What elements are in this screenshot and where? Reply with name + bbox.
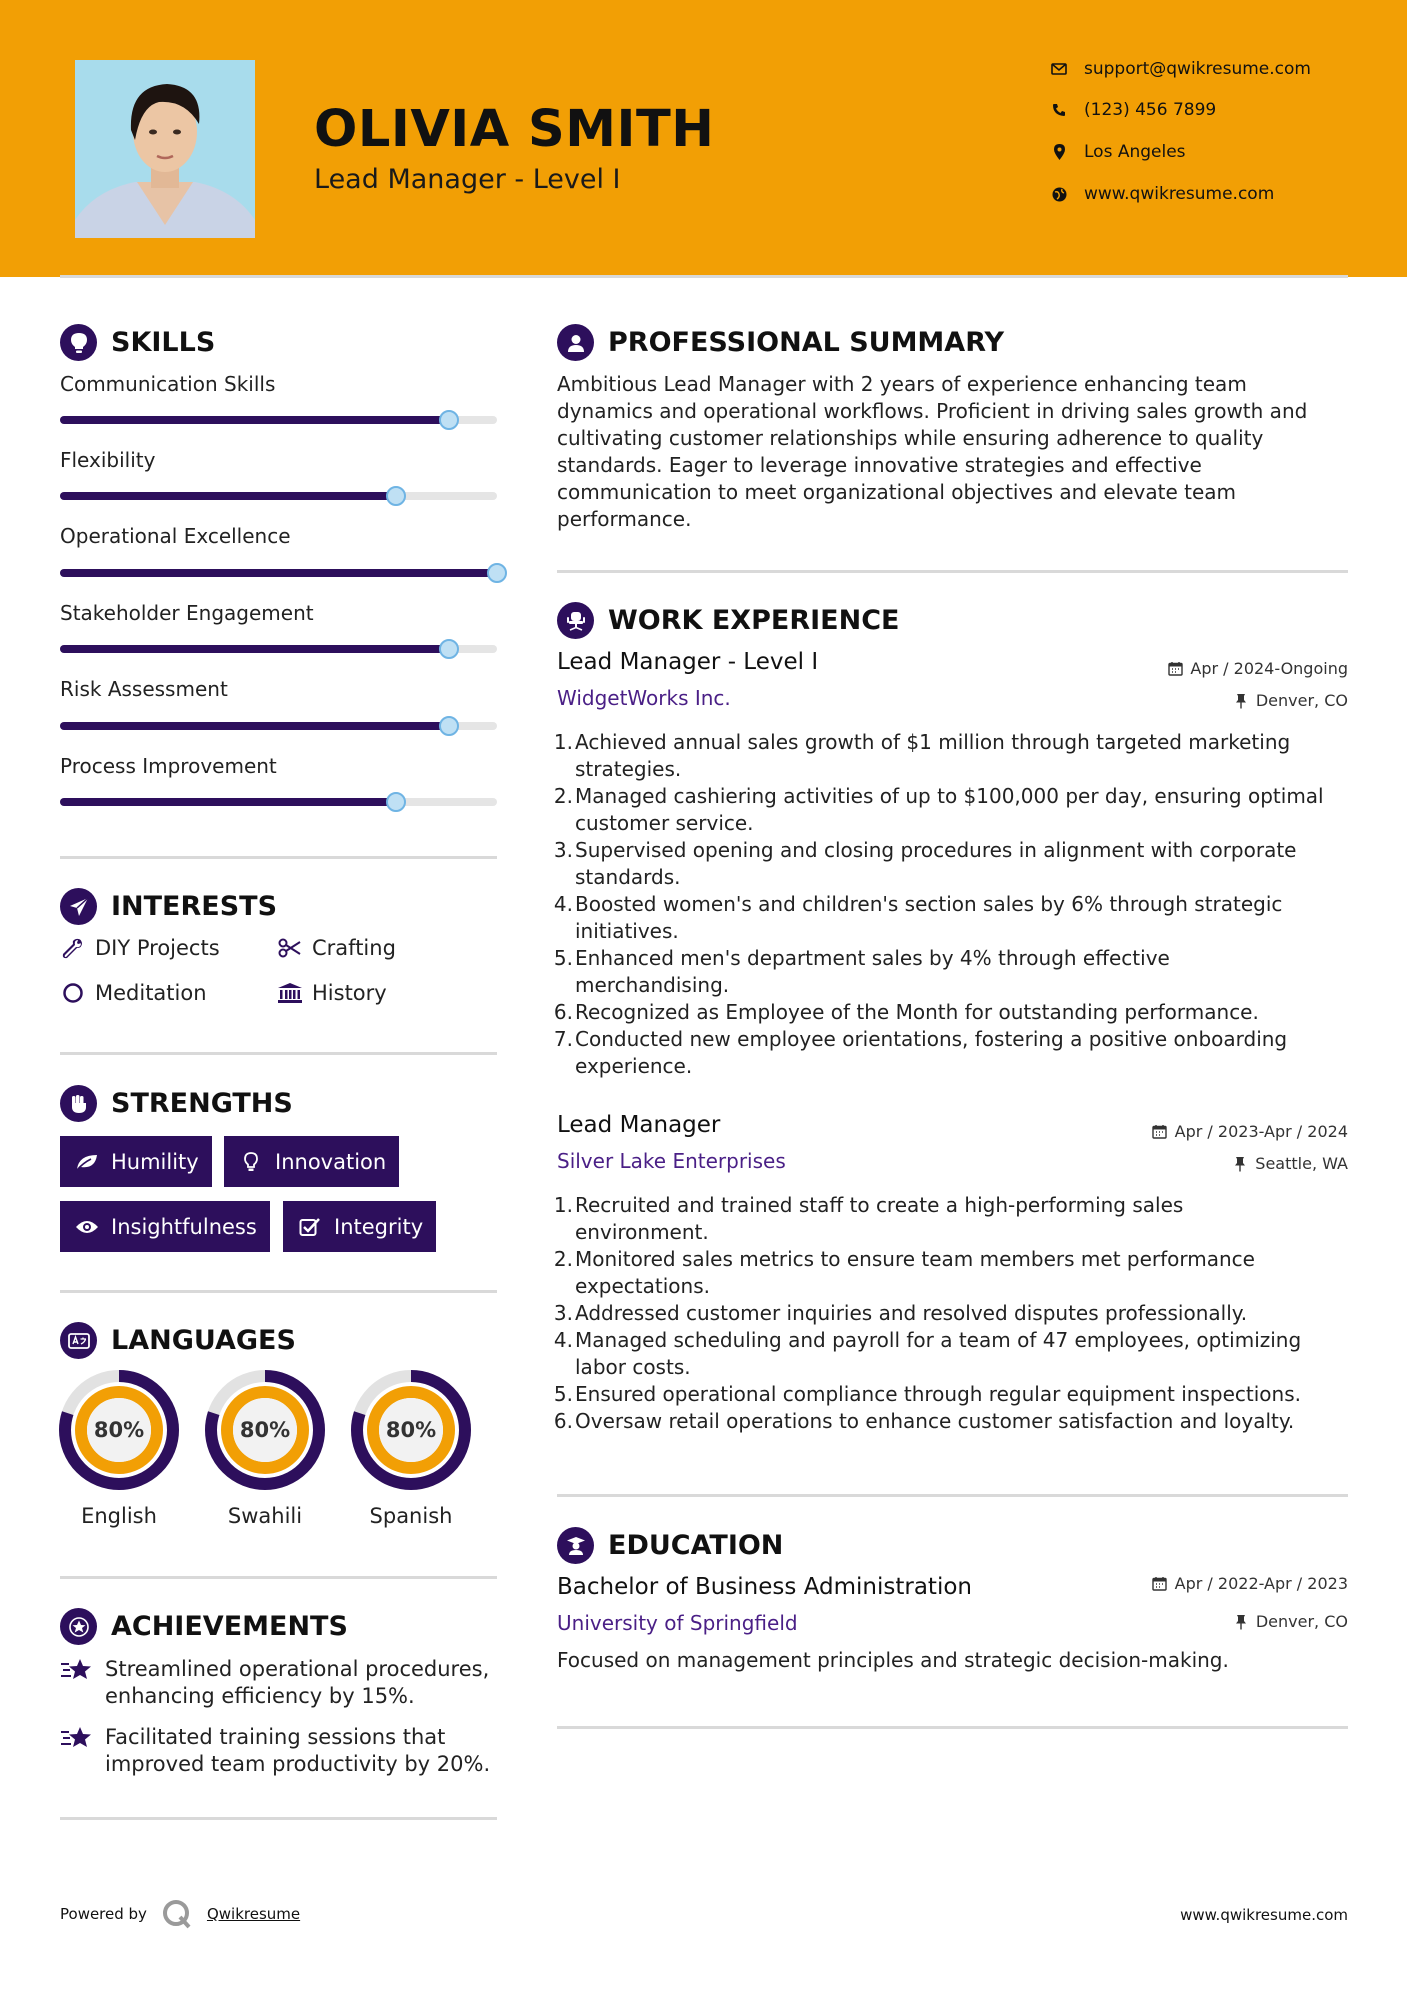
- bullet-number: 1.: [553, 730, 573, 754]
- skill-name: Operational Excellence: [60, 524, 291, 548]
- job-location-text: Denver, CO: [1255, 691, 1348, 710]
- circle-icon: [60, 981, 86, 1005]
- section-divider: [60, 1576, 497, 1579]
- pushpin-icon: [1233, 1614, 1249, 1630]
- skill-bar: [60, 722, 497, 730]
- language-icon: [60, 1322, 97, 1359]
- job-title: Lead Manager: [557, 1112, 721, 1138]
- interest-label: Meditation: [95, 981, 207, 1005]
- bullet-line: Supervised opening and closing procedures in alignment with corporate: [575, 838, 1297, 862]
- skill-bar-fill: [60, 798, 396, 806]
- wrench-icon: [60, 936, 86, 960]
- bullet-item: [553, 945, 1355, 999]
- bullet-item: [553, 999, 1355, 1026]
- language-name: Swahili: [227, 1504, 303, 1528]
- museum-icon: [277, 981, 303, 1005]
- bullet-line: merchandising.: [575, 973, 730, 997]
- job-bullets: [553, 1192, 1355, 1435]
- fist-icon: [60, 1085, 97, 1122]
- skills-heading: [60, 324, 215, 361]
- interests-heading: [60, 888, 277, 925]
- footer-powered-by: [60, 1898, 300, 1930]
- contact-email[interactable]: [1049, 59, 1311, 79]
- skill-bar-knob: [386, 486, 406, 506]
- bullet-number: 7.: [553, 1027, 573, 1051]
- strength-badge: [283, 1201, 436, 1252]
- education-heading: [557, 1527, 783, 1564]
- bullet-number: 6.: [553, 1000, 573, 1024]
- bullet-item: [553, 783, 1355, 837]
- bullet-item: [553, 1327, 1355, 1381]
- bullet-line: strategies.: [575, 757, 682, 781]
- bullet-line: customer service.: [575, 811, 754, 835]
- summary-title: PROFESSIONAL SUMMARY: [608, 327, 1005, 358]
- strength-label: Humility: [111, 1149, 199, 1174]
- job-dates: [1152, 1122, 1348, 1141]
- contact-location: [1049, 142, 1186, 162]
- profile-photo: [75, 60, 255, 238]
- language-percent: 80%: [239, 1418, 291, 1442]
- scissors-icon: [277, 936, 303, 960]
- job-dates: [1167, 659, 1348, 678]
- candidate-role: Lead Manager - Level I: [314, 164, 621, 195]
- languages-heading: [60, 1322, 296, 1359]
- bullet-item: [553, 1300, 1355, 1327]
- strengths-title: STRENGTHS: [111, 1088, 293, 1119]
- bullet-number: 3.: [553, 838, 573, 862]
- footer-website[interactable]: www.qwikresume.com: [1180, 1906, 1348, 1924]
- strength-badge: [224, 1136, 399, 1187]
- bullet-item: [553, 837, 1355, 891]
- language-percent: 80%: [93, 1418, 145, 1442]
- bullet-line: standards.: [575, 865, 681, 889]
- education-title: EDUCATION: [608, 1530, 784, 1561]
- eye-icon: [73, 1215, 101, 1239]
- bullet-line: Monitored sales metrics to ensure team members met performance: [575, 1247, 1255, 1271]
- lightbulb-icon: [237, 1150, 265, 1174]
- education-location-text: Denver, CO: [1255, 1612, 1348, 1631]
- section-divider: [60, 1052, 497, 1055]
- company-name: Silver Lake Enterprises: [557, 1149, 786, 1173]
- achievement-item: [60, 1656, 500, 1710]
- skill-bar: [60, 798, 497, 806]
- skill-bar: [60, 645, 497, 653]
- section-divider: [557, 1494, 1348, 1497]
- globe-icon: [1049, 184, 1069, 204]
- map-marker-icon: [1049, 142, 1069, 162]
- section-divider: [60, 856, 497, 859]
- language-name: English: [81, 1504, 157, 1528]
- achievements-title: ACHIEVEMENTS: [111, 1611, 348, 1642]
- strengths-heading: [60, 1085, 293, 1122]
- skill-name: Communication Skills: [60, 372, 276, 396]
- skill-name: Process Improvement: [60, 754, 277, 778]
- skill-bar-knob: [439, 410, 459, 430]
- bullet-line: Oversaw retail operations to enhance customer satisfaction and loyalty.: [575, 1409, 1295, 1433]
- calendar-icon: [1152, 1576, 1168, 1592]
- bullet-number: 6.: [553, 1409, 573, 1433]
- envelope-icon: [1049, 59, 1069, 79]
- skill-bar-knob: [439, 639, 459, 659]
- bullet-line: Managed scheduling and payroll for a team of 47 employees, optimizing: [575, 1328, 1302, 1352]
- section-divider: [557, 1726, 1348, 1729]
- section-divider: [60, 1290, 497, 1293]
- summary-heading: [557, 324, 1004, 361]
- bullet-line: Enhanced men's department sales by 4% through effective: [575, 946, 1170, 970]
- phone-icon: [1049, 100, 1069, 120]
- calendar-icon: [1167, 661, 1183, 677]
- company-name: WidgetWorks Inc.: [557, 686, 731, 710]
- bullet-number: 2.: [553, 1247, 573, 1271]
- shooting-star-icon: [60, 1656, 94, 1684]
- brand-link[interactable]: Qwikresume: [206, 1905, 301, 1923]
- bullet-line: Conducted new employee orientations, fostering a positive onboarding: [575, 1027, 1288, 1051]
- bullet-line: experience.: [575, 1054, 693, 1078]
- education-dates: [1152, 1574, 1348, 1593]
- job-dates-text: Apr / 2024-Ongoing: [1190, 659, 1348, 678]
- calendar-icon: [1152, 1124, 1168, 1140]
- graduate-icon: [557, 1527, 594, 1564]
- bullet-number: 3.: [553, 1301, 573, 1325]
- summary-line: standards. Eager to leverage innovative strategies and effective: [557, 453, 1202, 477]
- summary-line: performance.: [557, 507, 692, 531]
- skill-bar-knob: [386, 792, 406, 812]
- skill-name: Risk Assessment: [60, 677, 228, 701]
- bullet-number: 2.: [553, 784, 573, 808]
- bullet-item: [553, 891, 1355, 945]
- interest-item: [60, 981, 207, 1005]
- strength-badge: [60, 1136, 212, 1187]
- shooting-star-icon: [60, 1724, 94, 1752]
- skills-title: SKILLS: [111, 327, 216, 358]
- strength-label: Insightfulness: [111, 1214, 257, 1239]
- bullet-line: Ensured operational compliance through regular equipment inspections.: [575, 1382, 1301, 1406]
- job-bullets: [553, 729, 1355, 1080]
- bullet-number: 4.: [553, 892, 573, 916]
- bullet-line: Managed cashiering activities of up to $100,000 per day, ensuring optimal: [575, 784, 1324, 808]
- summary-text: [557, 371, 1347, 533]
- strength-label: Integrity: [334, 1214, 424, 1239]
- header-banner: [0, 0, 1407, 277]
- summary-line: communication to meet organizational objectives and elevate team: [557, 480, 1237, 504]
- skill-bar-fill: [60, 416, 449, 424]
- school-name: University of Springfield: [557, 1611, 798, 1635]
- job-dates-text: Apr / 2023-Apr / 2024: [1174, 1122, 1348, 1141]
- section-divider: [60, 1817, 497, 1820]
- contact-website-text: www.qwikresume.com: [1084, 184, 1275, 204]
- bullet-line: expectations.: [575, 1274, 710, 1298]
- bullet-item: [553, 729, 1355, 783]
- achievement-line: improved team productivity by 20%.: [105, 1752, 491, 1776]
- achievement-line: enhancing efficiency by 15%.: [105, 1684, 415, 1708]
- skill-bar: [60, 492, 497, 500]
- bullet-line: Addressed customer inquiries and resolved disputes professionally.: [575, 1301, 1248, 1325]
- summary-line: cultivating customer relationships while ensuring adherence to quality: [557, 426, 1264, 450]
- office-chair-icon: [557, 602, 594, 639]
- pushpin-icon: [1233, 693, 1249, 709]
- education-description: Focused on management principles and strategic decision-making.: [557, 1648, 1229, 1672]
- star-badge-icon: [60, 1608, 97, 1645]
- contact-phone[interactable]: [1049, 100, 1216, 120]
- strength-badge: [60, 1201, 270, 1252]
- skill-bar: [60, 569, 497, 577]
- bullet-line: Recruited and trained staff to create a high-performing sales: [575, 1193, 1184, 1217]
- skill-bar-knob: [439, 716, 459, 736]
- powered-by-text: Powered by: [60, 1905, 147, 1923]
- header-divider: [60, 275, 1348, 278]
- interest-item: [277, 981, 387, 1005]
- language-ring: [205, 1370, 325, 1490]
- skill-bar-fill: [60, 722, 449, 730]
- skill-name: Stakeholder Engagement: [60, 601, 314, 625]
- interest-label: Crafting: [312, 936, 396, 960]
- bullet-item: [553, 1246, 1355, 1300]
- education-location: [1233, 1612, 1348, 1631]
- skill-name: Flexibility: [60, 448, 156, 472]
- experience-title: WORK EXPERIENCE: [608, 605, 900, 636]
- achievement-line: Streamlined operational procedures,: [105, 1657, 490, 1681]
- experience-heading: [557, 602, 899, 639]
- achievement-item: [60, 1724, 500, 1778]
- bullet-item: [553, 1408, 1355, 1435]
- interests-title: INTERESTS: [111, 891, 278, 922]
- language-ring: [351, 1370, 471, 1490]
- lightbulb-icon: [60, 324, 97, 361]
- pushpin-icon: [1232, 1156, 1248, 1172]
- job-location: [1233, 691, 1348, 710]
- bullet-item: [553, 1026, 1355, 1080]
- contact-location-text: Los Angeles: [1084, 142, 1186, 162]
- contact-phone-text: (123) 456 7899: [1084, 100, 1217, 120]
- skill-bar-knob: [487, 563, 507, 583]
- interest-label: DIY Projects: [95, 936, 220, 960]
- bullet-line: Recognized as Employee of the Month for outstanding performance.: [575, 1000, 1259, 1024]
- education-dates-text: Apr / 2022-Apr / 2023: [1174, 1574, 1348, 1593]
- interest-label: History: [312, 981, 387, 1005]
- contact-email-text: support@qwikresume.com: [1084, 59, 1311, 79]
- contact-website[interactable]: [1049, 184, 1274, 204]
- skill-bar-fill: [60, 645, 449, 653]
- job-location: [1232, 1154, 1348, 1173]
- paper-plane-icon: [60, 888, 97, 925]
- job-title: Lead Manager - Level I: [557, 649, 819, 675]
- skill-bar-fill: [60, 492, 396, 500]
- languages-title: LANGUAGES: [111, 1325, 296, 1356]
- summary-line: dynamics and operational workflows. Proficient in driving sales growth and: [557, 399, 1308, 423]
- strength-label: Innovation: [275, 1149, 387, 1174]
- bullet-line: environment.: [575, 1220, 709, 1244]
- summary-line: Ambitious Lead Manager with 2 years of experience enhancing team: [557, 372, 1247, 396]
- bullet-number: 5.: [553, 1382, 573, 1406]
- section-divider: [557, 570, 1348, 573]
- achievements-heading: [60, 1608, 348, 1645]
- bullet-item: [553, 1381, 1355, 1408]
- language-ring: [59, 1370, 179, 1490]
- degree-title: Bachelor of Business Administration: [557, 1574, 972, 1600]
- checkbox-icon: [296, 1215, 324, 1239]
- language-percent: 80%: [385, 1418, 437, 1442]
- bullet-item: [553, 1192, 1355, 1246]
- bullet-line: Boosted women's and children's section sales by 6% through strategic: [575, 892, 1283, 916]
- language-name: Spanish: [369, 1504, 453, 1528]
- user-icon: [557, 324, 594, 361]
- bullet-line: initiatives.: [575, 919, 679, 943]
- qwikresume-logo-icon: [161, 1898, 193, 1930]
- bullet-line: Achieved annual sales growth of $1 million through targeted marketing: [575, 730, 1291, 754]
- bullet-number: 1.: [553, 1193, 573, 1217]
- interest-item: [60, 936, 220, 960]
- achievement-line: Facilitated training sessions that: [105, 1725, 446, 1749]
- leaf-icon: [73, 1150, 101, 1174]
- bullet-line: labor costs.: [575, 1355, 691, 1379]
- bullet-number: 5.: [553, 946, 573, 970]
- candidate-name: OLIVIA SMITH: [314, 100, 715, 159]
- skill-bar: [60, 416, 497, 424]
- skill-bar-fill: [60, 569, 497, 577]
- bullet-number: 4.: [553, 1328, 573, 1352]
- job-location-text: Seattle, WA: [1255, 1154, 1348, 1173]
- interest-item: [277, 936, 396, 960]
